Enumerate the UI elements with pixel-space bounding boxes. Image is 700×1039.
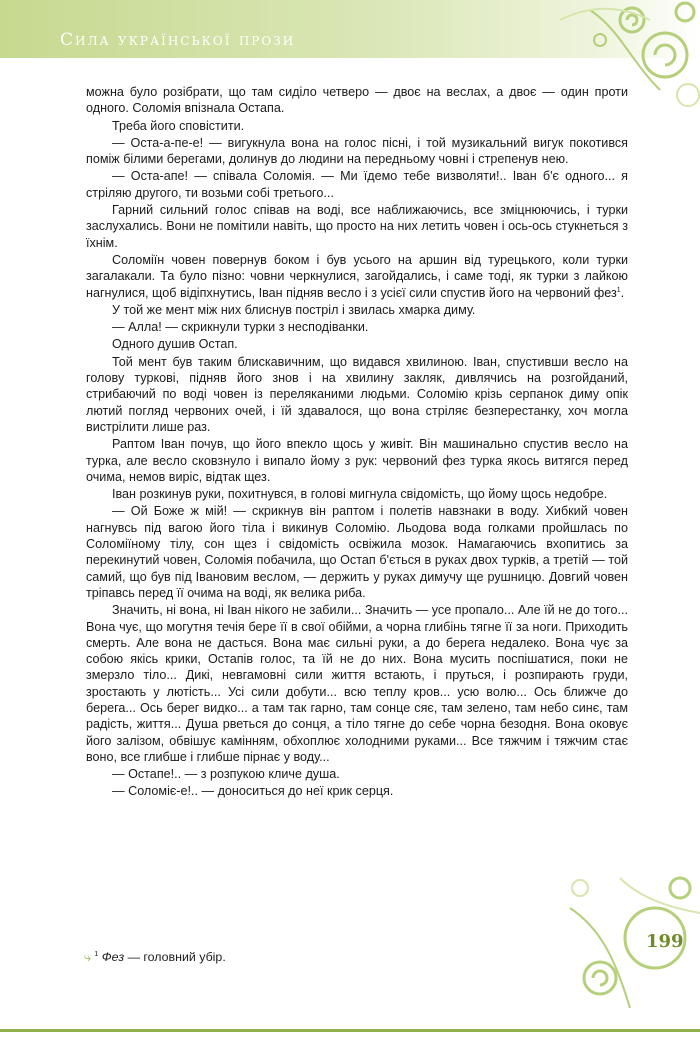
paragraph: Той мент був таким блискавичним, що видався хвилиною. Іван, спустивши весло на голову туркові, підняв його знов і на хвилину закляк, дивлячись на розгойданий, стрибаючий по воді човен із переляканими людьми. Соломію крізь серпанок диму опік лютий погляд червоних очей, і їй здавалося, що вона стріляє безперестанку, хоч могла вистрілити лише раз.: [86, 354, 628, 434]
paragraph: — Ой Боже ж мій! — скрикнув він раптом і полетів навзнаки в воду. Хибкий човен нагнувсь під вагою його тіла і викинув Соломію. Льодова вода голками пройшлась по Соломіїному тілу, сон щез і свідомість освіжила мозок. Намагаючись вхопитись за перекинутий човен, Соломія побачила, що Остап б'ється в руках двох турків, а третій — той самий, що був під Івановим веслом, — держить у руках димучу ще рушницю. Довгий човен тріпавсь перед її очима на воді, як велика риба.: [86, 504, 628, 600]
page-number: 199: [646, 931, 684, 952]
bottom-rule: [0, 1029, 700, 1032]
paragraph: Гарний сильний голос співав на воді, все наближаючись, все зміцнюючись, і турки заслухались. Вони не помітили навіть, що просто на них летить човен і ось-ось стукнеться з їхнім.: [86, 203, 628, 250]
paragraph: — Остапе!.. — з розпукою кличе душа.: [112, 767, 340, 782]
paragraph: — Алла! — скрикнули турки з несподіванки.: [112, 320, 369, 335]
paragraph: Треба його сповістити.: [112, 118, 245, 133]
running-header-title: Сила української прози: [60, 30, 296, 50]
paragraph: Значить, ні вона, ні Іван нікого не забили... Значить — усе пропало... Але їй не до того... Вона чує, що могутня течія бере її в свої обійми, а чорна глибінь тягне її за ноги. Приходить смерть. Але вона не дасться. Вона має сильні руки, а до берега недалеко. Вона чує за собою якісь крики, Остапів голос, та їй не до них. Вона мусить поспішатися, поки не змерзло тіло... Дикі, невгамовні сили життя встають, і пруться, і розпирають груди, зростають у лютість... Усі сили добути... всю теплу кров... усю волю... Ось ближче до берега... Ось берег видко... а там так гарно, там сонце сяє, там зелено, там небо синє, там радість, життя... Душа рветься до сонця, а тіло тягне до себе чорна безодня. Вона оковує його залізом, обвішує камінням, обхоплює холодними руками... Все тяжчим і тяжчим стає воно, все глибше і глибше пірнає у воду...: [86, 603, 628, 764]
footnote-definition: — головний убір.: [124, 950, 226, 964]
paragraph-text: Соломіїн човен повернув боком і був усього на аршин від турецького, коли турки загалакали. Та було пізно: човни черкнулися, загойдались, і саме тоді, як турки з лайкою нагнулися, щоб відіпхнутись, Іван підняв весло і з усієї сили спустив його на червоний фез: [86, 252, 628, 300]
footnote-mark: 1: [94, 950, 99, 958]
footnote: [84, 950, 484, 965]
paragraph: — Оста-апе! — співала Соломія. — Ми їдемо тебе визволяти!.. Іван б'є одного... я стріляю другого, ти возьми собі третього...: [86, 169, 628, 200]
paragraph: Раптом Іван почув, що його впекло щось у живіт. Він машинально спустив весло на турка, але весло сковзнуло і випало йому з рук: червоний фез турка якось витягся перед очима, немов виріс, відтак щез.: [86, 437, 628, 484]
paragraph: — Соломіє-е!.. — доноситься до неї крик серця.: [112, 784, 394, 799]
footnote-arrow-icon: ⤷: [84, 950, 91, 964]
footnote-reference: 1: [616, 286, 621, 294]
body-text: [86, 84, 628, 801]
paragraph: можна було розібрати, що там сиділо четверо — двоє на веслах, а двоє — один проти одного. Соломія впізнала Остапа.: [86, 85, 628, 116]
paragraph: Одного душив Остап.: [112, 337, 238, 352]
paragraph: У той же мент між них блиснув постріл і звилась хмарка диму.: [112, 302, 476, 317]
paragraph-with-footnote: Соломіїн човен повернув боком і був усього на аршин від турецького, коли турки загалакали. Та було пізно: човни черкнулися, загойдались, і саме тоді, як турки з лайкою нагнулися, щоб відіпхнутись, Іван підняв весло і з усієї сили спустив його на червоний фез$^1$.: [86, 252, 628, 300]
paragraph: — Оста-а-пе-е! — вигукнула вона на голос пісні, і той музикальний вигук покотився поміж білими берегами, долинув до людини на передньому човні і стрепенув нею.: [86, 135, 628, 167]
footnote-term: Фез: [101, 950, 125, 964]
paragraph: Іван розкинув руки, похитнувся, в голові мигнула свідомість, що йому щось недобре.: [112, 487, 608, 502]
